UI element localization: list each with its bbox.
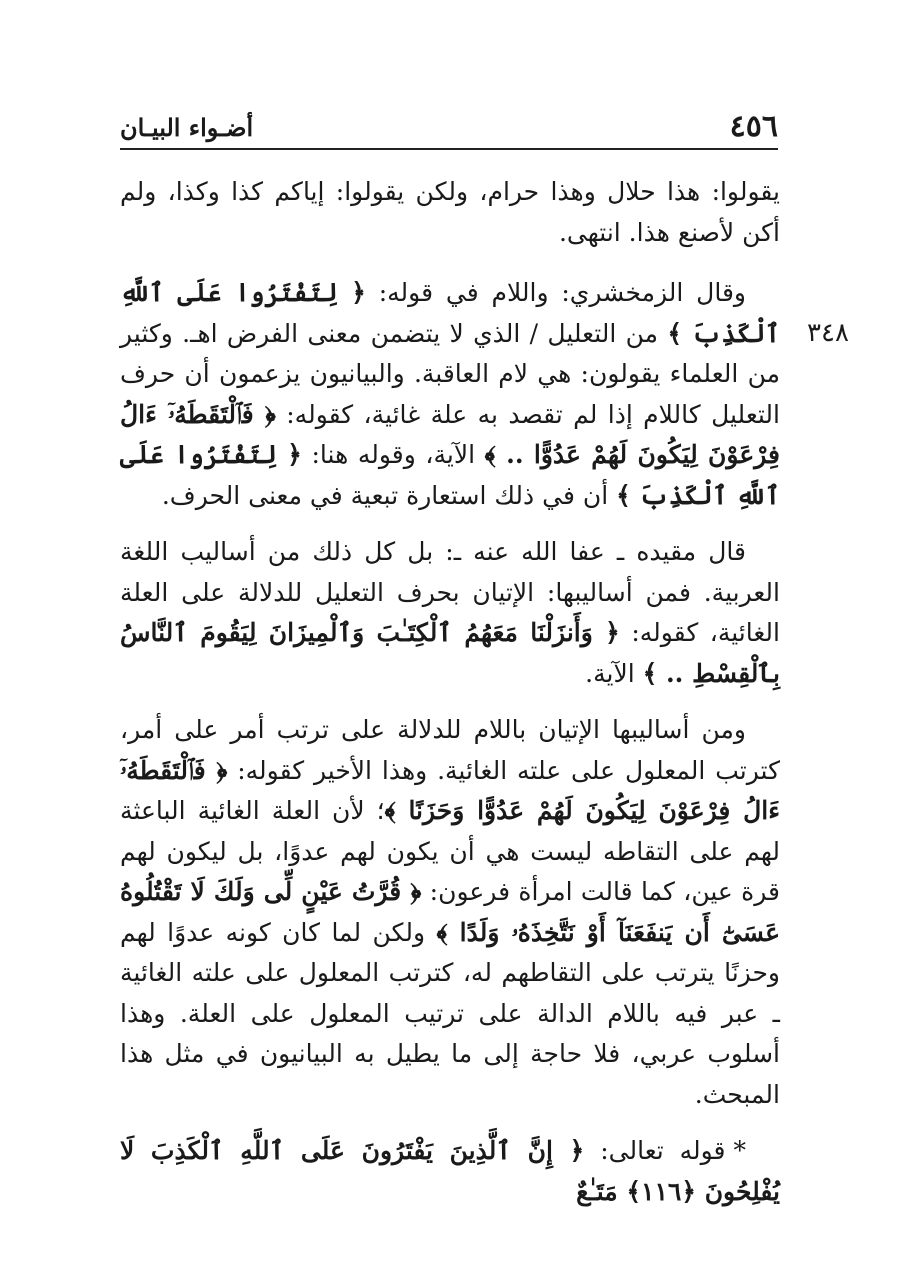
paragraph-5: [120, 1131, 780, 1212]
quran-quote: ﴿ إِنَّ ٱلَّذِينَ يَفْتَرُونَ عَلَى ٱللَّهِ ٱلْكَذِبَ لَا يُفْلِحُونَ ﴿١١٦﴾ مَتَـٰعٌ: [120, 1136, 780, 1206]
page-number: ٤٥٦: [729, 109, 778, 144]
page-header: [120, 106, 778, 150]
body-text: [120, 172, 780, 1228]
text-segment: ومن أساليبها الإتيان باللام للدلالة على ترتب أمر على أمر، كترتب المعلول على علته الغائية. وهذا الأخير كقوله:: [120, 715, 780, 785]
text-segment: الآية، وقوله هنا:: [301, 440, 485, 469]
text-segment: قوله تعالى:: [584, 1136, 726, 1165]
paragraph-4: [120, 710, 780, 1115]
quran-quote: ﴿ فَٱلْتَقَطَهُۥٓ ءَالُ فِرْعَوْنَ لِيَكُونَ لَهُمْ عَدُوًّا وَحَزَنًا ﴾: [120, 755, 781, 825]
text-segment: ولكن لما كان كونه عدوًا لهم وحزنًا يترتب على التقاطهم له، كترتب المعلول على علته الغائية ـ عبر فيه باللام الدالة على ترتيب المعلول على العلة. وهذا أسلوب عربي، فلا حاجة إلى ما يطيل به البيانيون في مثل هذا المبحث.: [120, 917, 780, 1109]
quran-quote: ﴿ لِتَفْتَرُوا عَلَى ٱللَّهِ ٱلْكَذِبَ ﴾: [120, 278, 780, 348]
paragraph-1: يقولوا: هذا حلال وهذا حرام، ولكن يقولوا: إياكم كذا وكذا، ولم أكن لأصنع هذا. انتهى.: [120, 177, 780, 247]
quran-quote: ﴿ لِتَفْتَرُوا عَلَى ٱللَّهِ ٱلْكَذِبَ ﴾: [120, 440, 780, 510]
paragraph-2: [120, 273, 780, 516]
quran-quote: ﴿ قُرَّتُ عَيْنٍ لِّى وَلَكَ لَا تَقْتُلُوهُ عَسَىٰٓ أَن يَنفَعَنَآ أَوْ نَتَّخِذَهُۥ وَلَدًا ﴾: [120, 877, 780, 947]
quran-quote: ﴿ وَأَنزَلْنَا مَعَهُمُ ٱلْكِتَـٰبَ وَٱلْمِيزَانَ لِيَقُومَ ٱلنَّاسُ بِٱلْقِسْطِ .. ﴾: [120, 618, 780, 688]
quran-quote: ﴿ فَٱلْتَقَطَهُۥٓ ءَالُ فِرْعَوْنَ لِيَكُونَ لَهُمْ عَدُوًّا .. ﴾: [120, 399, 780, 469]
text-segment: أن في ذلك استعارة تبعية في معنى الحرف.: [161, 480, 617, 510]
text-segment: وقال الزمخشري: واللام في قوله:: [365, 278, 746, 307]
star-marker: *: [733, 1136, 747, 1165]
text-segment: الآية.: [585, 658, 643, 688]
text-segment: قال مقيده ـ عفا الله عنه ـ: بل كل ذلك من أساليب اللغة العربية. فمن أساليبها: الإتيان بحرف التعليل للدلالة على العلة الغائية، كقوله:: [120, 537, 780, 647]
text-segment: ؛ لأن العلة الغائية الباعثة لهم على التقاطه ليست هي أن يكون لهم عدوًا، بل ليكون لهم قرة عين، كما قالت امرأة فرعون:: [120, 796, 780, 906]
book-title: أضـواء البيـان: [120, 113, 254, 142]
original-page-marker: ٣٤٨: [807, 318, 849, 348]
text-segment: من التعليل / الذي لا يتضمن معنى الفرض اهـ. وكثير من العلماء يقولون: هي لام العاقبة. والبيانيون يزعمون أن حرف التعليل كاللام إذا لم تقصد به علة غائية، كقوله:: [120, 318, 780, 429]
paragraph-3: [120, 532, 780, 694]
